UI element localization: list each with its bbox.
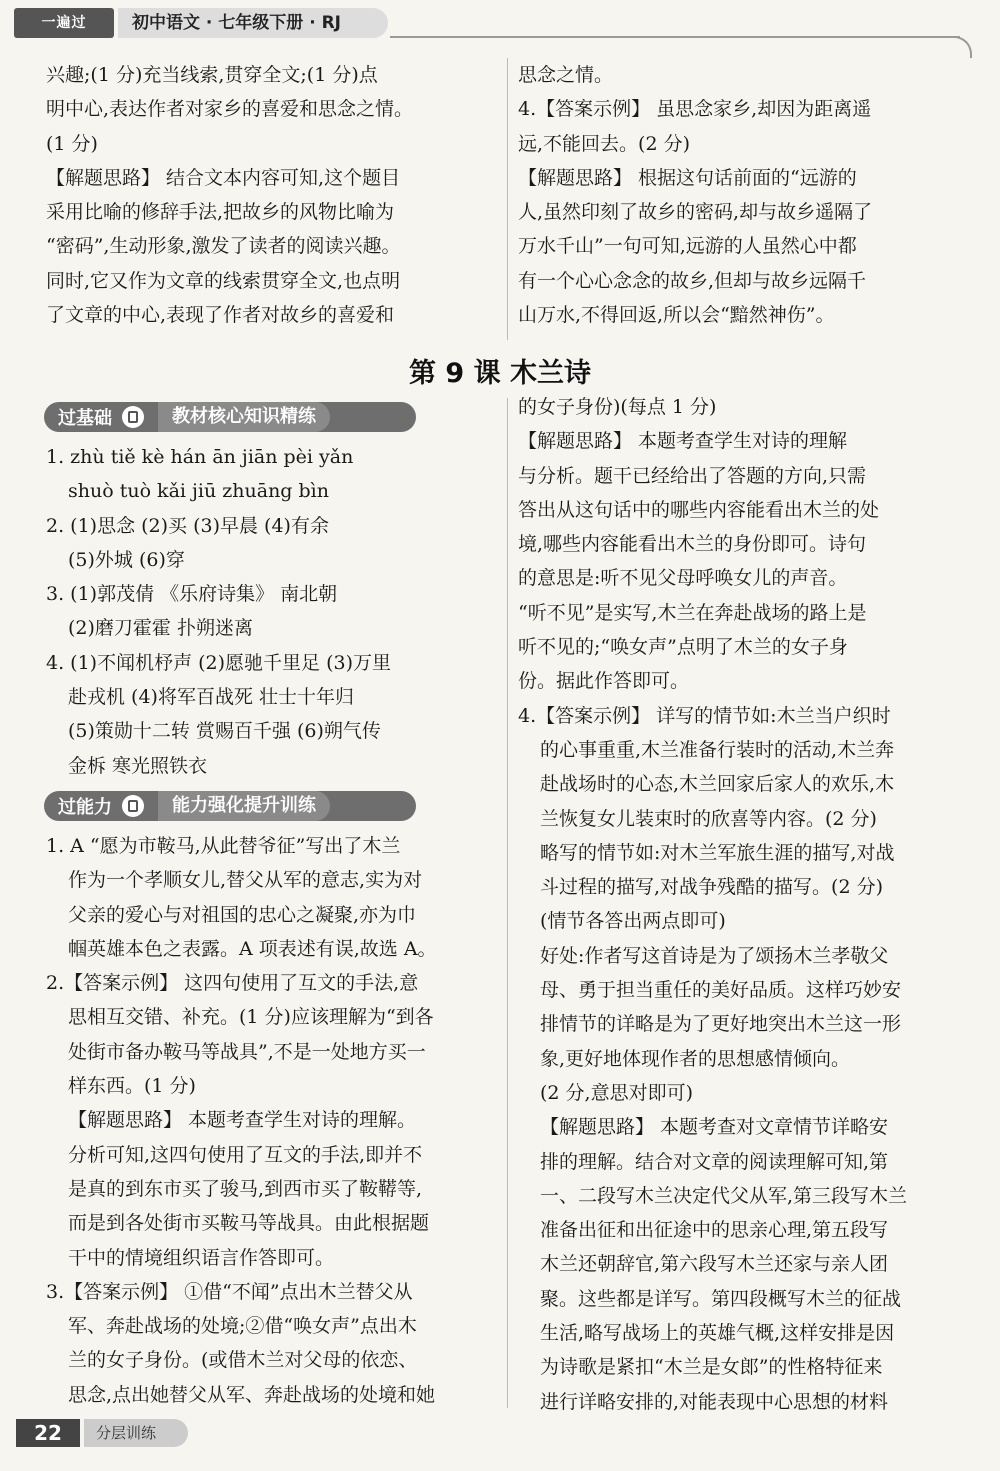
text-line: 一、二段写木兰决定代父从军,第三段写木兰 (540, 1184, 908, 1207)
text-line: 了文章的中心,表现了作者对故乡的喜爱和 (46, 304, 395, 327)
text-line: 干中的情境组织语言作答即可。 (68, 1246, 335, 1269)
text-line: (2)磨刀霍霍 扑朔迷离 (68, 617, 253, 640)
text-line: 赴戎机 (4)将军百战死 壮士十年归 (68, 686, 354, 709)
text-line: 万水千山”一句可知,远游的人虽然心中都 (518, 235, 857, 258)
book-title: 初中语文 · 七年级下册 · RJ (118, 8, 388, 38)
text-line: 4. (1)不闻机杼声 (2)愿驰千里足 (3)万里 (46, 651, 391, 674)
basic-answers (46, 440, 498, 783)
text-line: 思念,点出她替父从军、奔赴战场的处境和她 (68, 1383, 436, 1406)
text-line: 人,虽然印刻了故乡的密码,却与故乡遥隔了 (518, 201, 873, 224)
text-line: (2 分,意思对即可) (540, 1081, 693, 1104)
footer-label: 分层训练 (84, 1419, 188, 1447)
text-line: 4.【答案示例】 详写的情节如:木兰当户织时 (518, 704, 891, 727)
header-rule-corner (950, 36, 972, 58)
text-line: 【解题思路】 本题考查对文章情节详略安 (540, 1116, 889, 1139)
text-line: 山万水,不得回返,所以会“黯然神伤”。 (518, 304, 835, 327)
text-line: 是真的到东市买了骏马,到西市买了鞍鞯等, (68, 1177, 423, 1200)
text-line: 帼英雄本色之表露。A 项表述有误,故选 A。 (68, 937, 437, 960)
text-line: 生活,略写战场上的英雄气概,这样安排是因 (540, 1322, 895, 1345)
text-line: 处街市备办鞍马等战具”,不是一处地方买一 (68, 1040, 426, 1063)
text-line: 分析可知,这四句使用了互文的手法,即并不 (68, 1143, 423, 1166)
text-line: 远,不能回去。(2 分) (518, 132, 690, 155)
text-line: 作为一个孝顺女儿,替父从军的意志,实为对 (68, 869, 423, 892)
text-line: (5)策勋十二转 赏赐百千强 (6)朔气传 (68, 720, 381, 743)
page-header (0, 0, 1000, 46)
banner-text: 教材核心知识精练 (158, 402, 330, 432)
banner-label: 过基础 (58, 408, 112, 429)
text-line: 兰恢复女儿装束时的欣喜等内容。(2 分) (540, 807, 877, 830)
text-line: 3.【答案示例】 ①借“不闻”点出木兰替父从 (46, 1280, 413, 1303)
ability-answers (46, 829, 498, 1412)
text-line: 2.【答案示例】 这四句使用了互文的手法,意 (46, 972, 419, 995)
text-line: 略写的情节如:对木兰军旅生涯的描写,对战 (540, 841, 895, 864)
text-line: “密码”,生动形象,激发了读者的阅读兴趣。 (46, 235, 401, 258)
text-line: 样东西。(1 分) (68, 1075, 196, 1098)
text-line: 份。据此作答即可。 (518, 670, 690, 693)
text-line: 明中心,表达作者对家乡的喜爱和思念之情。 (46, 98, 414, 121)
text-line: 1. zhù tiě kè hán ān jiān pèi yǎn (46, 446, 354, 468)
text-line: 排的理解。结合对文章的阅读理解可知,第 (540, 1150, 889, 1173)
text-line: 为诗歌是紧扣“木兰是女郎”的性格特征来 (540, 1356, 883, 1379)
column-divider-top (507, 58, 508, 340)
text-line: 【解题思路】 本题考查学生对诗的理解。 (68, 1109, 417, 1132)
text-line: 木兰还朝辞官,第六段写木兰还家与亲人团 (540, 1253, 889, 1276)
text-line: 境,哪些内容能看出木兰的身份即可。诗句 (518, 533, 867, 556)
text-line: 【解题思路】 本题考查学生对诗的理解 (518, 430, 848, 453)
text-line: 思念之情。 (518, 64, 614, 86)
text-line: 与分析。题干已经给出了答题的方向,只需 (518, 464, 867, 487)
text-line: 父亲的爱心与对祖国的忠心之凝聚,亦为巾 (68, 903, 417, 926)
ability-section-banner (44, 791, 416, 821)
banner-text: 能力强化提升训练 (158, 791, 330, 821)
page-number: 22 (16, 1419, 80, 1447)
text-line: 赴战场时的心态,木兰回家后家人的欢乐,木 (540, 773, 895, 796)
text-line: 而是到各处街市买鞍马等战具。由此根据题 (68, 1212, 430, 1235)
text-line: 听不见的;“唤女声”点明了木兰的女子身 (518, 636, 848, 659)
text-line: 兰的女子身份。(或借木兰对父母的依恋、 (68, 1349, 418, 1372)
text-line: 1. A “愿为市鞍马,从此替爷征”写出了木兰 (46, 835, 401, 857)
right-bottom-block (518, 390, 974, 1419)
text-line: 【解题思路】 根据这句话前面的“远游的 (518, 166, 857, 189)
text-line: 兴趣;(1 分)充当线索,贯穿全文;(1 分)点 (46, 64, 378, 86)
text-line: (5)外城 (6)穿 (68, 548, 185, 571)
text-line: 军、奔赴战场的处境;②借“唤女声”点出木 (68, 1315, 417, 1338)
text-line: 采用比喻的修辞手法,把故乡的风物比喻为 (46, 201, 395, 224)
medal-icon (122, 795, 144, 817)
right-top-block (518, 58, 974, 332)
text-line: 【解题思路】 结合文本内容可知,这个题目 (46, 166, 401, 189)
text-line: 有一个心心念念的故乡,但却与故乡远隔千 (518, 269, 867, 292)
text-line: 斗过程的描写,对战争残酷的描写。(2 分) (540, 876, 883, 899)
series-logo: 一遍过 (14, 8, 114, 38)
text-line: 的女子身份)(每点 1 分) (518, 396, 717, 418)
left-top-block (46, 58, 498, 332)
text-line: (情节各答出两点即可) (540, 910, 726, 933)
basic-section-banner (44, 402, 416, 432)
column-divider-bottom (507, 398, 508, 1408)
banner-label: 过能力 (58, 797, 112, 818)
text-line: 的心事重重,木兰准备行装时的活动,木兰奔 (540, 738, 895, 761)
text-line: 同时,它又作为文章的线索贯穿全文,也点明 (46, 269, 401, 292)
text-line: 准备出征和出征途中的思亲心理,第五段写 (540, 1219, 889, 1242)
text-line: 好处:作者写这首诗是为了颂扬木兰孝敬父 (540, 944, 889, 967)
text-line: 排情节的详略是为了更好地突出木兰这一形 (540, 1013, 902, 1036)
header-rule (390, 36, 960, 38)
text-line: 母、勇于担当重任的美好品质。这样巧妙安 (540, 979, 902, 1002)
text-line: (1 分) (46, 132, 98, 155)
text-line: 进行详略安排的,对能表现中心思想的材料 (540, 1390, 889, 1413)
text-line: 象,更好地体现作者的思想感情倾向。 (540, 1047, 851, 1070)
text-line: 2. (1)思念 (2)买 (3)早晨 (4)有余 (46, 514, 329, 537)
text-line: “听不见”是实写,木兰在奔赴战场的路上是 (518, 601, 867, 624)
text-line: 的意思是:听不见父母呼唤女儿的声音。 (518, 567, 848, 590)
text-line: shuò tuò kǎi jiū zhuāng bìn (68, 480, 329, 503)
text-line: 4.【答案示例】 虽思念家乡,却因为距离遥 (518, 98, 872, 121)
text-line: 金柝 寒光照铁衣 (68, 754, 208, 777)
book-icon (122, 406, 144, 428)
text-line: 3. (1)郭茂倩 《乐府诗集》 南北朝 (46, 583, 338, 606)
text-line: 聚。这些都是详写。第四段概写木兰的征战 (540, 1287, 902, 1310)
lesson-title: 第 9 课 木兰诗 (409, 358, 591, 389)
text-line: 答出从这句话中的哪些内容能看出木兰的处 (518, 498, 880, 521)
text-line: 思相互交错、补充。(1 分)应该理解为“到各 (68, 1006, 434, 1029)
